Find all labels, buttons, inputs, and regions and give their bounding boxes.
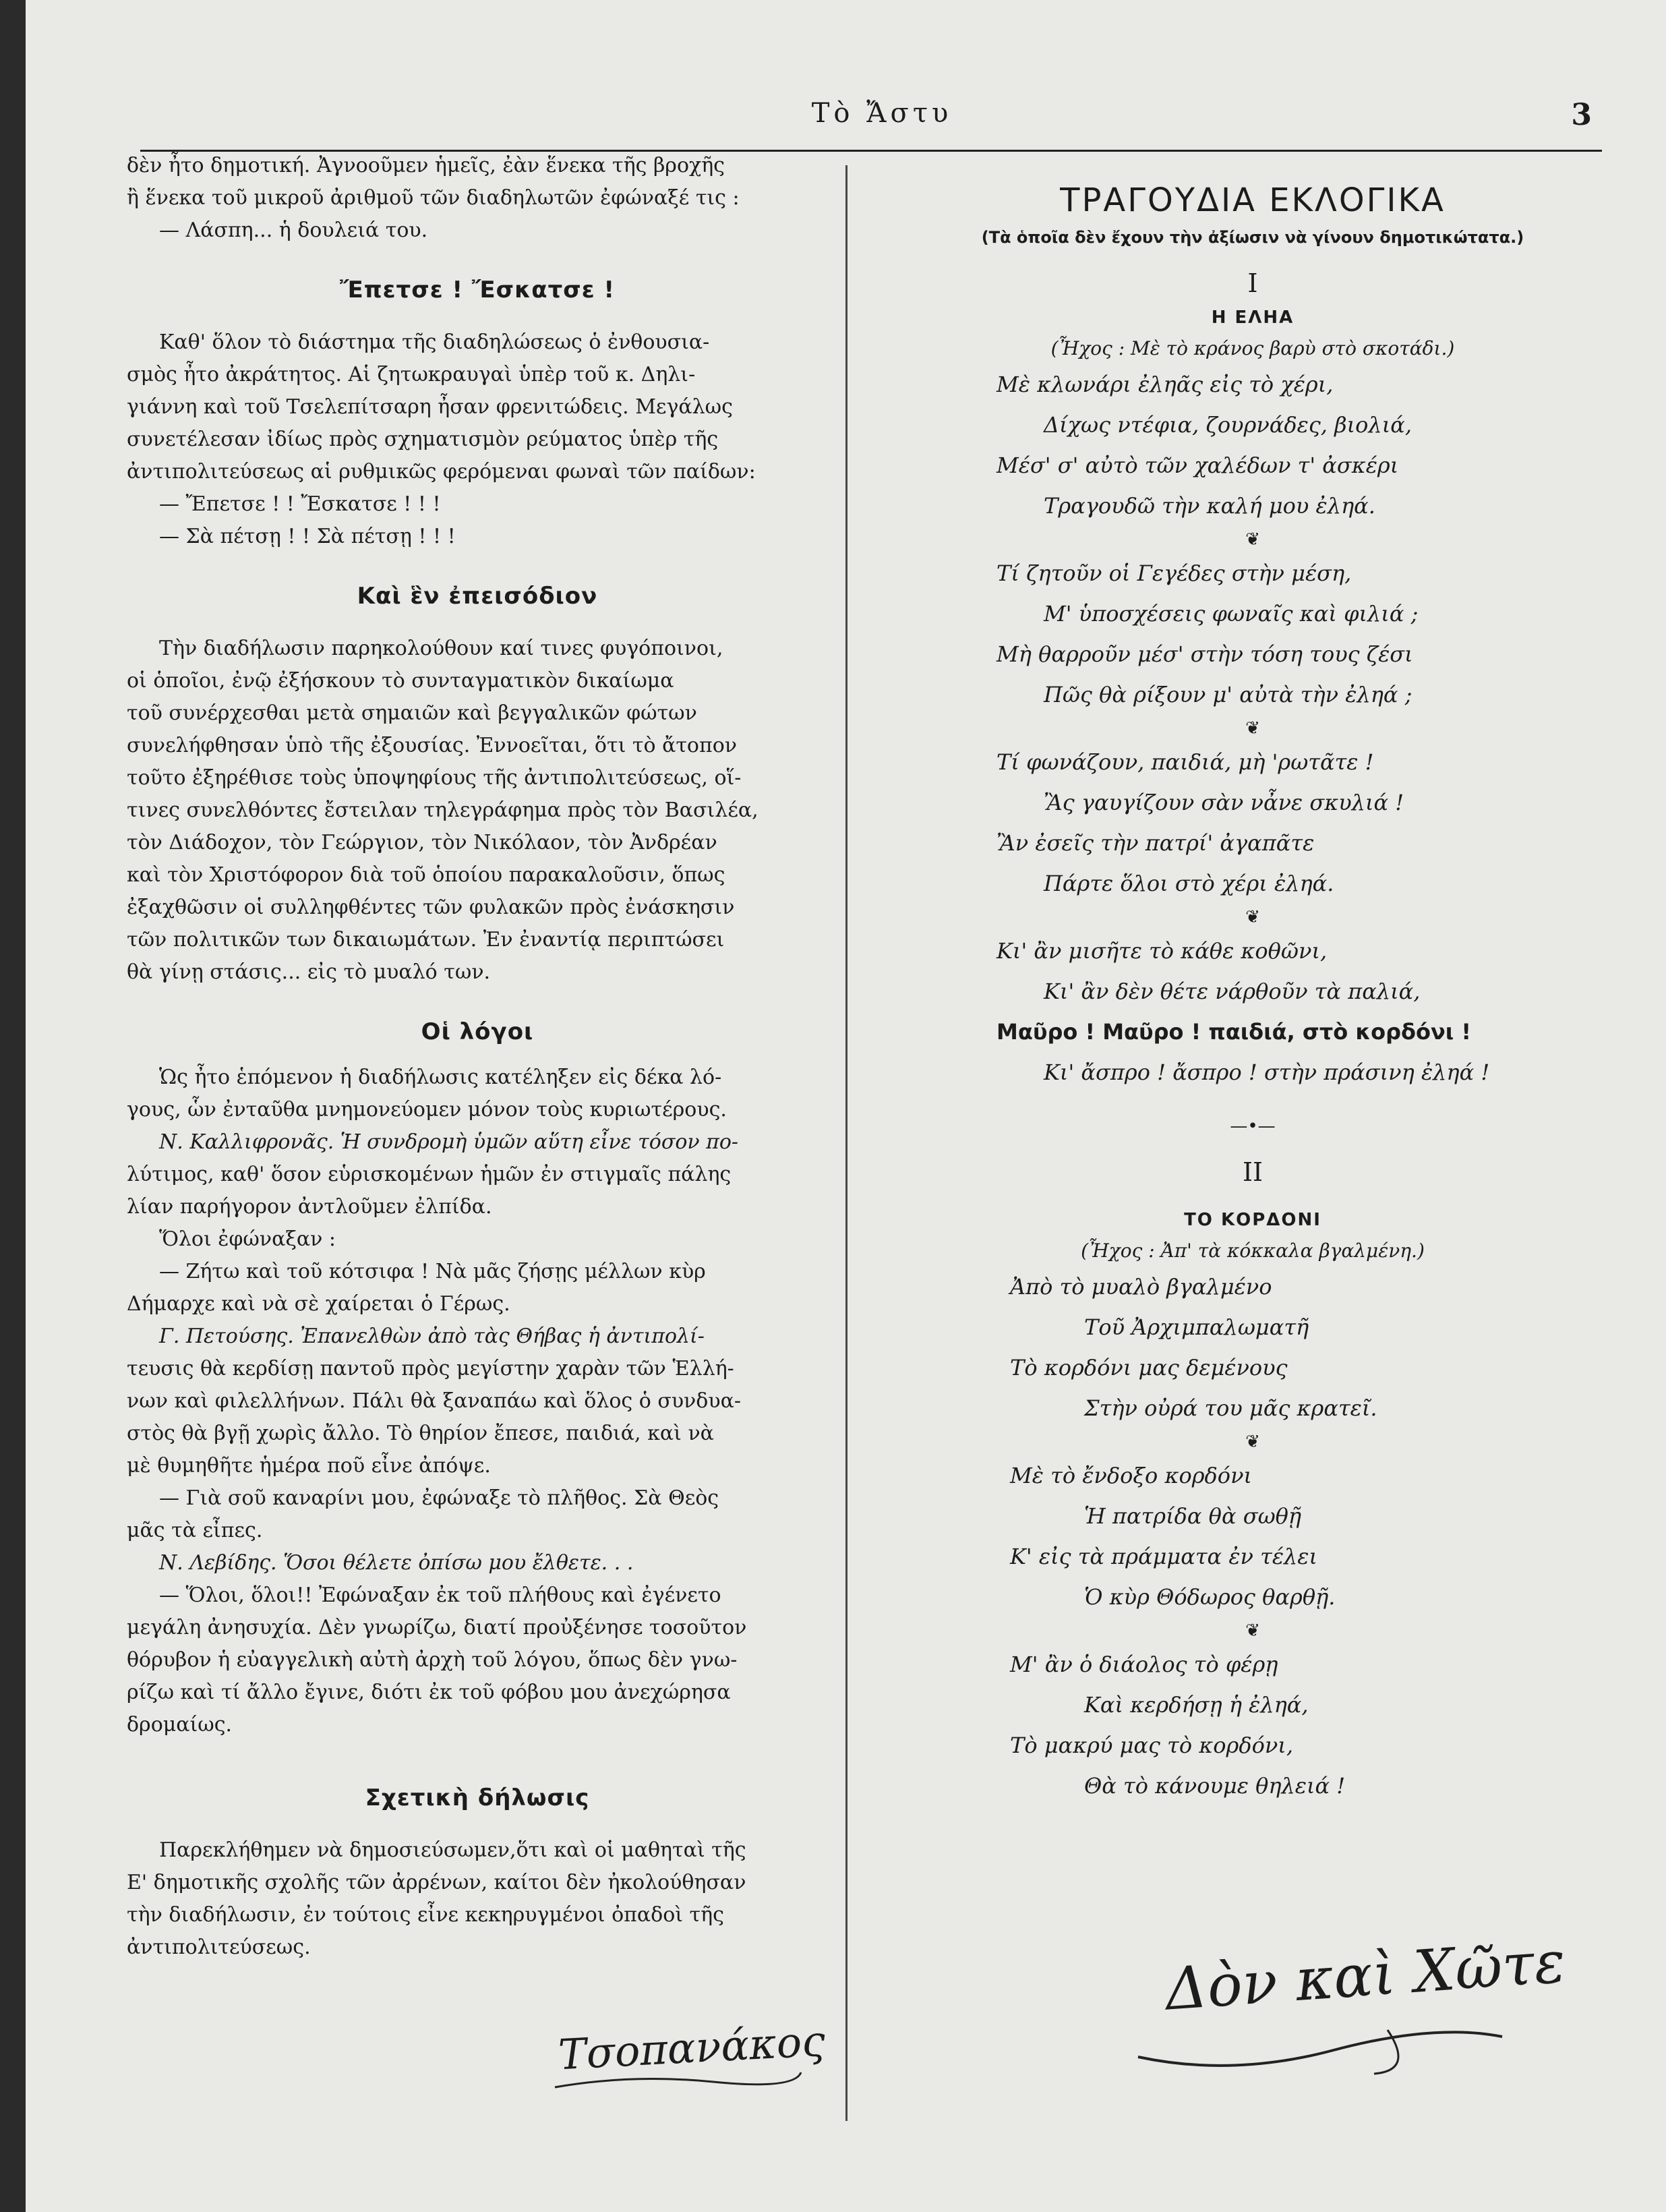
paragraph-enthousiasmos: [127, 326, 828, 553]
verse-line: Καὶ κερδήσῃ ἡ ἐληά,: [1084, 1692, 1309, 1718]
text-line: Γ. Πετούσης. Ἐπανελθὼν ἀπὸ τὰς Θήβας ἡ ἀντιπολί-: [159, 1325, 705, 1348]
verse-line: Μαῦρο ! Μαῦρο ! παιδιά, στὸ κορδόνι !: [996, 1019, 1471, 1045]
page-number: 3: [1571, 98, 1592, 132]
ornament-icon: ❦: [1245, 529, 1260, 550]
song-two-stanza: [902, 1267, 1603, 1428]
verse-line: Μὲ κλωνάρι ἐληᾶς εἰς τὸ χέρι,: [996, 372, 1334, 397]
text-line: ἀντιπολιτεύσεως αἱ ρυθμικῶς φερόμεναι φωναὶ τῶν παίδων:: [127, 460, 756, 484]
song-one-number: I: [1247, 268, 1258, 298]
songs-subtitle: (Τὰ ὁποῖα δὲν ἔχουν τὴν ἀξίωσιν νὰ γίνουν δημοτικώτατα.): [981, 228, 1524, 247]
text-line: Δήμαρχε καὶ νὰ σὲ χαίρεται ὁ Γέρως.: [127, 1292, 510, 1316]
text-line: νων καὶ φιλελλήνων. Πάλι θὰ ξαναπάω καὶ ὅλος ὁ συνδυα-: [127, 1389, 741, 1413]
text-line: — Λάσπη... ἡ δουλειά του.: [159, 219, 428, 242]
verse-line: Τί ζητοῦν οἱ Γεγέδες στὴν μέση,: [996, 560, 1352, 586]
running-header-title: Τὸ Ἄστυ: [811, 98, 953, 129]
song-one-stanza: [902, 931, 1603, 1093]
verse-line: Στὴν οὐρά του μᾶς κρατεῖ.: [1084, 1395, 1377, 1421]
verse-line: Κι' ἂν δὲν θέτε νάρθοῦν τὰ παλιά,: [1044, 979, 1421, 1004]
text-line: γιάννη καὶ τοῦ Τσελεπίτσαρη ἦσαν φρενιτώδεις. Μεγάλως: [127, 395, 733, 419]
text-line: οἱ ὁποῖοι, ἐνῷ ἐξήσκουν τὸ συνταγματικὸν δικαίωμα: [127, 669, 674, 693]
text-line: στὸς θὰ βγῇ χωρὶς ἄλλο. Τὸ θηρίον ἔπεσε, παιδιά, καὶ νὰ: [127, 1422, 714, 1445]
verse-line: Τὸ μακρύ μας τὸ κορδόνι,: [1010, 1733, 1294, 1758]
song-two-number: II: [1242, 1157, 1263, 1187]
sheet: [26, 0, 1666, 2212]
verse-line: Ἀπὸ τὸ μυαλὸ βγαλμένο: [1010, 1274, 1272, 1300]
text-line: τῶν πολιτικῶν των δικαιωμάτων. Ἐν ἐναντίᾳ περιπτώσει: [127, 928, 725, 952]
section-heading-dilosis: Σχετικὴ δήλωσις: [365, 1784, 590, 1811]
text-line: συνετέλεσαν ἰδίως πρὸς σχηματισμὸν ρεύματος ὑπὲρ τῆς: [127, 428, 719, 451]
text-line: θὰ γίνῃ στάσις... εἰς τὸ μυαλό των.: [127, 960, 491, 984]
text-line: Παρεκλήθημεν νὰ δημοσιεύσωμεν,ὅτι καὶ οἱ μαθηταὶ τῆς: [159, 1838, 746, 1862]
verse-line: Κι' ἄσπρο ! ἄσπρο ! στὴν πράσινη ἐληά !: [1044, 1059, 1490, 1085]
text-line: μὲ θυμηθῆτε ἡμέρα ποῦ εἶνε ἀπόψε.: [127, 1454, 491, 1478]
section-heading-logoi: Οἱ λόγοι: [421, 1018, 534, 1045]
text-line: Ὡς ἦτο ἑπόμενον ἡ διαδήλωσις κατέληξεν εἰς δέκα λό-: [159, 1066, 722, 1089]
verse-line: Ἂς γαυγίζουν σὰν νἆνε σκυλιά !: [1044, 790, 1404, 815]
text-line: ἀντιπολιτεύσεως.: [127, 1936, 311, 1959]
text-line: ἢ ἕνεκα τοῦ μικροῦ ἀριθμοῦ τῶν διαδηλωτῶν ἐφώναξέ τις :: [127, 186, 740, 210]
text-line: συνελήφθησαν ὑπὸ τῆς ἐξουσίας. Ἐννοεῖται, ὅτι τὸ ἄτοπον: [127, 734, 737, 757]
text-line: τὴν διαδήλωσιν, ἐν τούτοις εἶνε κεκηρυγμένοι ὀπαδοὶ τῆς: [127, 1903, 724, 1927]
verse-line: Πῶς θὰ ρίξουν μ' αὐτὰ τὴν ἐληά ;: [1044, 682, 1412, 707]
text-line: μᾶς τὰ εἶπες.: [127, 1519, 263, 1542]
song-one-title: Η ΕΛΗΑ: [1211, 308, 1295, 328]
text-line: θόρυβον ἡ εὐαγγελικὴ αὐτὴ ἀρχὴ τοῦ λόγου, ὅπως δὲν γνω-: [127, 1648, 738, 1672]
verse-line: Τοῦ Ἀρχιμπαλωματῆ: [1084, 1314, 1309, 1340]
verse-line: Μ' ὑποσχέσεις φωναῖς καὶ φιλιά ;: [1044, 601, 1419, 627]
paragraph-epeisodion: [127, 633, 828, 989]
text-line: Καθ' ὅλον τὸ διάστημα τῆς διαδηλώσεως ὁ ἐνθουσια-: [159, 330, 710, 354]
text-line: — Ἔπετσε ! ! Ἔσκατσε ! ! !: [159, 492, 441, 516]
song-two-stanza: [902, 1455, 1603, 1617]
verse-line: Δίχως ντέφια, ζουρνάδες, βιολιά,: [1044, 412, 1412, 438]
songs-title: ΤΡΑΓΟΥΔΙΑ ΕΚΛΟΓΙΚΑ: [1060, 181, 1446, 219]
song-one-stanza: [902, 553, 1603, 715]
text-line: λύτιμος, καθ' ὅσον εὑρισκομένων ἡμῶν ἐν στιγμαῖς πάλης: [127, 1163, 732, 1186]
verse-line: Μὴ θαρροῦν μέσ' στὴν τόση τους ζέσι: [996, 641, 1413, 667]
text-line: — Γιὰ σοῦ καναρίνι μου, ἐφώναξε τὸ πλῆθος. Σὰ Θεὸς: [159, 1486, 719, 1510]
left-signature: Τσοπανάκος: [557, 2016, 827, 2080]
paragraph-logoi: [127, 1061, 828, 1741]
text-line: τινες συνελθόντες ἔστειλαν τηλεγράφημα πρὸς τὸν Βασιλέα,: [127, 798, 758, 822]
signature-flourish: [1131, 2016, 1509, 2077]
text-line: Τὴν διαδήλωσιν παρηκολούθουν καί τινες φυγόποινοι,: [159, 637, 723, 660]
verse-line: Ἡ πατρίδα θὰ σωθῇ: [1084, 1503, 1302, 1529]
paragraph-dilosis: [127, 1834, 828, 1964]
song-one-air: (Ἦχος : Μὲ τὸ κράνος βαρὺ στὸ σκοτάδι.): [1050, 337, 1455, 359]
text-line: μεγάλη ἀνησυχία. Δὲν γνωρίζω, διατί προὐξένησε τοσοῦτον: [127, 1616, 747, 1639]
song-two-air: (Ἦχος : Ἀπ' τὰ κόκκαλα βγαλμένη.): [1081, 1240, 1425, 1262]
ornament-icon: ❦: [1245, 718, 1260, 738]
text-line: Ὅλοι ἐφώναξαν :: [159, 1227, 336, 1251]
signature-underline: [552, 2067, 808, 2094]
ornament-icon: ❦: [1245, 1621, 1260, 1641]
text-line: λίαν παρήγορον ἀντλοῦμεν ἐλπίδα.: [127, 1195, 492, 1219]
text-line: γους, ὧν ἐνταῦθα μνημονεύομεν μόνον τοὺς κυριωτέρους.: [127, 1098, 727, 1122]
intro-text: [127, 150, 828, 247]
text-line: τοῦτο ἐξηρέθισε τοὺς ὑποψηφίους τῆς ἀντιπολιτεύσεως, οἵ-: [127, 766, 742, 790]
verse-line: Μέσ' σ' αὐτὸ τῶν χαλέδων τ' ἀσκέρι: [996, 453, 1399, 478]
song-one-stanza: [902, 364, 1603, 526]
text-line: δὲν ἦτο δημοτική. Ἀγνοοῦμεν ἡμεῖς, ἐὰν ἕνεκα τῆς βροχῆς: [127, 154, 725, 177]
text-line: — Ζήτω καὶ τοῦ κότσιφα ! Νὰ μᾶς ζήσῃς μέλλων κὺρ: [159, 1260, 706, 1283]
verse-line: Κι' ἂν μισῆτε τὸ κάθε κοθῶνι,: [996, 938, 1328, 964]
text-line: τὸν Διάδοχον, τὸν Γεώργιον, τὸν Νικόλαον, τὸν Ἀνδρέαν: [127, 831, 717, 854]
text-line: Ν. Καλλιφρονᾶς. Ἡ συνδρομὴ ὑμῶν αὕτη εἶνε τόσον πο-: [159, 1130, 739, 1154]
song-one-stanza: [902, 742, 1603, 904]
text-line: ἐξαχθῶσιν οἱ συλληφθέντες τῶν φυλακῶν πρὸς ἐνάσκησιν: [127, 896, 735, 919]
text-line: ρίζω καὶ τί ἄλλο ἔγινε, διότι ἐκ τοῦ φόβου μου ἀνεχώρησα: [127, 1681, 731, 1704]
dash-ornament-icon: —•—: [1230, 1116, 1276, 1136]
right-column: [902, 177, 1603, 1806]
text-line: — Σὰ πέτσῃ ! ! Σὰ πέτσῃ ! ! !: [159, 525, 456, 548]
newspaper-page: [26, 0, 1666, 2212]
text-line: καὶ τὸν Χριστόφορον διὰ τοῦ ὁποίου παρακαλοῦσιν, ὅπως: [127, 863, 725, 887]
verse-line: Τί φωνάζουν, παιδιά, μὴ 'ρωτᾶτε !: [996, 749, 1374, 775]
ornament-icon: ❦: [1245, 1432, 1260, 1452]
section-heading-epetse: Ἔπετσε ! Ἔσκατσε !: [339, 276, 616, 303]
verse-line: Θὰ τὸ κάνουμε θηλειά !: [1084, 1773, 1346, 1799]
verse-line: Κ' εἰς τὰ πράμματα ἐν τέλει: [1010, 1544, 1317, 1569]
verse-line: Ὁ κὺρ Θόδωρος θαρθῇ.: [1084, 1584, 1336, 1610]
column-divider: [845, 165, 847, 2121]
text-line: — Ὅλοι, ὅλοι!! Ἐφώναξαν ἐκ τοῦ πλήθους καὶ ἐγένετο: [159, 1583, 721, 1607]
left-column: [127, 150, 828, 1964]
verse-line: Τραγουδῶ τὴν καλή μου ἐληά.: [1044, 493, 1375, 519]
verse-line: Μ' ἂν ὁ διάολος τὸ φέρῃ: [1010, 1652, 1278, 1677]
song-two-stanza: [902, 1644, 1603, 1806]
ornament-icon: ❦: [1245, 907, 1260, 927]
song-two-title: ΤΟ ΚΟΡΔΟΝΙ: [1184, 1210, 1321, 1230]
verse-line: Μὲ τὸ ἔνδοξο κορδόνι: [1010, 1463, 1253, 1488]
verse-line: Ἂν ἐσεῖς τὴν πατρί' ἀγαπᾶτε: [996, 830, 1315, 856]
section-heading-epeisodion: Καὶ ἓν ἐπεισόδιον: [357, 583, 598, 610]
text-line: Ν. Λεβίδης. Ὅσοι θέλετε ὀπίσω μου ἔλθετε. . .: [159, 1551, 634, 1575]
text-line: τοῦ συνέρχεσθαι μετὰ σημαιῶν καὶ βεγγαλικῶν φώτων: [127, 701, 697, 725]
text-line: σμὸς ἦτο ἀκράτητος. Αἱ ζητωκραυγαὶ ὑπὲρ τοῦ κ. Δηλι-: [127, 363, 696, 386]
text-line: Ε' δημοτικῆς σχολῆς τῶν ἀρρένων, καίτοι δὲν ἠκολούθησαν: [127, 1871, 746, 1894]
text-line: τευσις θὰ κερδίσῃ παντοῦ πρὸς μεγίστην χαρὰν τῶν Ἑλλή-: [127, 1357, 734, 1380]
text-line: δρομαίως.: [127, 1713, 233, 1737]
right-signature: Δὸν καὶ Χῶτε: [1163, 1928, 1568, 2024]
verse-line: Τὸ κορδόνι μας δεμένους: [1010, 1355, 1288, 1380]
verse-line: Πάρτε ὅλοι στὸ χέρι ἐληά.: [1044, 871, 1334, 896]
